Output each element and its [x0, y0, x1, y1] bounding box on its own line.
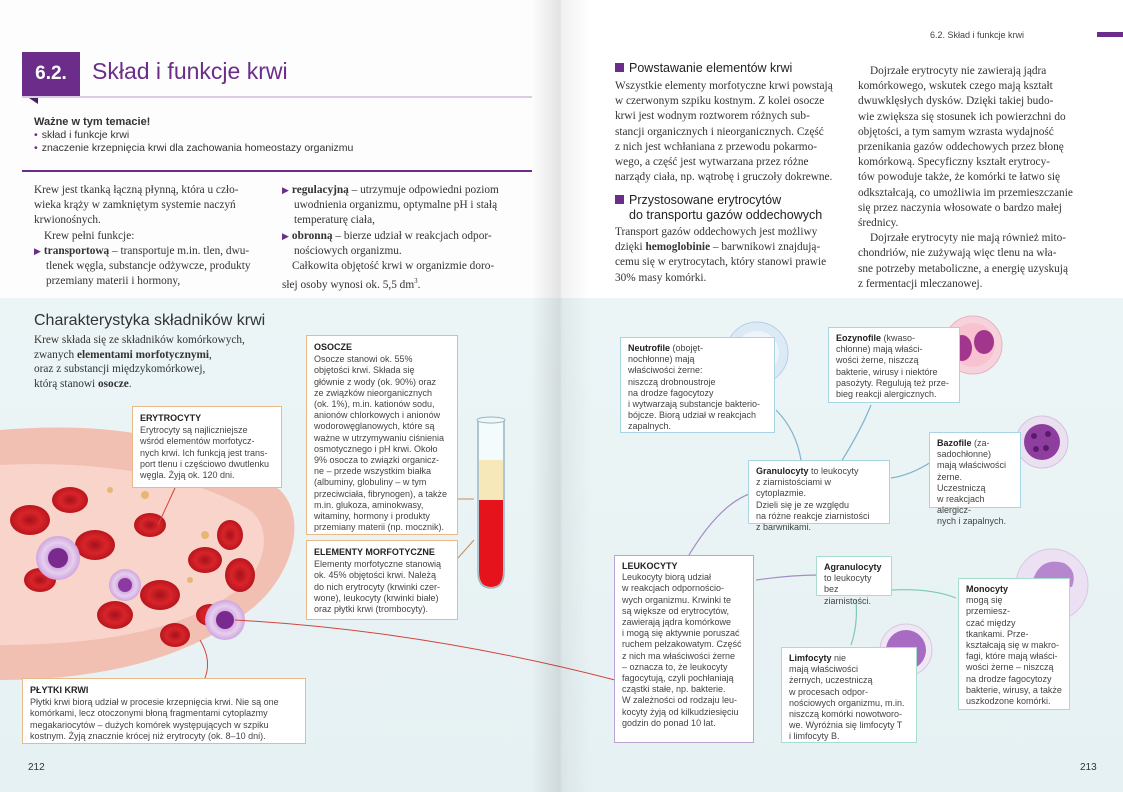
term-granulocyty: Granulocyty — [756, 466, 809, 476]
heading-text: do transportu gazów oddechowych — [629, 208, 823, 222]
eozynofile-box — [828, 327, 960, 403]
text-line: przemiany materii i hormony, — [46, 275, 181, 288]
text-line: przenikania gazów oddechowych przez błonę — [858, 141, 1064, 154]
granulocyty-box — [748, 460, 890, 533]
erytrocyty-box — [132, 406, 282, 488]
box-line: żerne. Uczestniczą — [937, 471, 986, 493]
connector-arrows-left — [0, 0, 561, 792]
text-part: – barwnikowi znajdują- — [710, 241, 821, 254]
box-line: (ok. 1%), m.in. kationów sodu, — [314, 399, 435, 410]
text-line: narządy ciała, np. wątrobę i gruczoły dokrewne. — [615, 171, 833, 184]
box-line: bójcze. Biorą udział w reakcjach — [628, 410, 757, 421]
box-line: to leukocyty — [824, 573, 872, 584]
box-line: (albuminy, globuliny – w tym — [314, 477, 427, 488]
text-line: krwi jest wodnym roztworem różnych sub- — [615, 110, 810, 123]
box-line: we. Wyróżnia się limfocyty T — [789, 720, 903, 731]
function-term: regulacyjną — [291, 184, 349, 196]
box-title: ELEMENTY MORFOTYCZNE — [314, 547, 435, 557]
section-title: Skład i funkcje krwi — [92, 58, 288, 84]
plytki-krwi-box — [22, 678, 306, 744]
triangle-bullet-icon: ▶ — [34, 245, 41, 256]
term-neutrofile: Neutrofile — [628, 343, 671, 353]
box-title: LEUKOCYTY — [622, 561, 678, 571]
text-line: dwuwklęsłych dysków. Dzięki takiej budo- — [858, 95, 1054, 108]
box-line: do nich erytrocyty (krwinki czer- — [314, 581, 441, 592]
text-part: nie — [831, 653, 847, 663]
box-line: megakariocytów – dużych komórek występujących w szpiku — [30, 719, 269, 730]
box-line: bez ziarnistości. — [824, 584, 872, 606]
box-line: chłonne) mają właści- — [836, 344, 923, 355]
box-line: i wytwarzają substancje bakterio- — [628, 399, 761, 410]
text-part: (obojęt- — [670, 343, 704, 353]
text-part: , — [209, 348, 212, 361]
text-line: wego, a część jest wytwarzana przez różne — [615, 156, 809, 169]
box-line: objętości krwi. Składa się — [314, 365, 415, 376]
text-line: – bierze udział w reakcjach odpor- — [332, 229, 492, 242]
text-line: temperaturę ciała, — [294, 214, 375, 227]
box-line: zapalnych. — [628, 421, 672, 432]
volume-text: słej osoby wynosi ok. 5,5 dm — [282, 278, 415, 291]
text-line: oraz z substancji międzykomórkowej, — [34, 363, 206, 375]
text-line: krwionośnych. — [34, 214, 101, 227]
box-line: nych krwi. Ich funkcją jest trans- — [140, 447, 268, 458]
box-title: PŁYTKI KRWI — [30, 685, 89, 695]
function-term: transportową — [43, 244, 110, 257]
box-line: W zależności od rodzaju leu- — [622, 695, 738, 706]
running-title: 6.2. Skład i funkcje krwi — [930, 30, 1025, 40]
box-line: w reakcjach odpornościo- — [622, 583, 725, 594]
text-line: sne potrzeby metaboliczne, a energię uzyskują — [858, 262, 1068, 275]
heading-text: Przystosowane erytrocytów — [629, 193, 782, 207]
neutrofile-box — [620, 337, 775, 433]
text-line: z nich jest wchłaniana z przewodu pokarmo- — [615, 140, 818, 153]
box-line: ne – przede wszystkim białka — [314, 466, 432, 477]
box-line: m.in. glukoza, aminokwasy, — [314, 499, 424, 510]
text-line: odkształcają, co umożliwia im przemieszczanie — [858, 186, 1073, 199]
text-line: tów powoduje także, że komórki te łatwo się — [858, 171, 1061, 184]
important-item: znaczenie krzepnięcia krwi dla zachowania homeostazy organizmu — [41, 142, 354, 154]
box-line: wych organizmu. Krwinki te — [622, 594, 732, 605]
box-line: z ziarnistościami w cytoplazmie. — [756, 477, 832, 499]
box-line: – oznacza to, że leukocyty — [622, 661, 728, 672]
box-line: kostnym. Żyją znacznie krócej niż erytrocyty (ok. 8–10 dni). — [30, 730, 266, 741]
box-line: Dzieli się je ze względu — [756, 499, 850, 510]
box-line — [789, 653, 909, 664]
box-line: w reakcjach alergicz- — [937, 494, 985, 516]
box-line: z nich ma właściwości żerne — [622, 650, 736, 661]
term-monocyty: Monocyty — [966, 584, 1009, 594]
box-line — [824, 562, 884, 573]
important-item: skład i funkcje krwi — [41, 129, 130, 141]
bazofile-box — [929, 432, 1021, 527]
box-line: kocyty żyją od kilkudziesięciu — [622, 706, 739, 717]
box-line: Erytrocyty są najliczniejsze — [140, 425, 248, 436]
box-line: Leukocyty biorą udział — [622, 572, 712, 583]
box-line — [937, 438, 1013, 449]
box-line: nościowych organizmu, m.in. — [789, 697, 905, 708]
bullet-icon: • — [34, 142, 38, 154]
text-line: średnicy. — [858, 217, 899, 230]
box-line: kształcają się w makro- — [966, 640, 1060, 651]
text-line: Dojrzałe erytrocyty nie zawierają jądra — [870, 65, 1047, 77]
page-number-right: 213 — [1080, 762, 1097, 773]
term-bazofile: Bazofile — [937, 438, 972, 448]
basophil-cell-icon — [1012, 412, 1072, 472]
box-line: przemiany materii (np. mocznik). — [314, 522, 445, 533]
box-line: ze związków nieorganicznych — [314, 387, 433, 398]
text-part: . — [128, 377, 132, 390]
limfocyty-box — [781, 647, 917, 743]
important-title: Ważne w tym temacie! — [34, 116, 151, 128]
box-line: wości żerne – niszczą — [966, 662, 1054, 673]
term-agranulocyty: Agranulocyty — [824, 562, 882, 572]
term-hemoglobina: hemoglobinie — [645, 241, 711, 254]
box-line: ok. 45% objętości krwi. Należą — [314, 570, 437, 581]
box-line: węgla. Żyją ok. 120 dni. — [140, 470, 235, 481]
box-line: 9% osocza to związki organicz- — [314, 455, 440, 466]
characteristics-title: Charakterystyka składników krwi — [34, 312, 266, 329]
box-line: fagocytują, czyli pochłaniają — [622, 673, 734, 684]
box-line: bieg reakcji alergicznych. — [836, 389, 937, 400]
term-limfocyty: Limfocyty — [789, 653, 832, 663]
triangle-bullet-icon: ▶ — [282, 185, 289, 195]
box-line: uszkodzone komórki. — [966, 696, 1051, 707]
leukocyty-box — [614, 555, 754, 743]
box-line: port tlenu i częściowo dwutlenku — [140, 458, 270, 469]
box-line — [966, 584, 1062, 595]
box-line: wości żerne, niszczą — [836, 355, 919, 366]
monocyty-box — [958, 578, 1070, 710]
text-line: chondriów, nie zużywają więc tlenu na wła- — [858, 247, 1057, 260]
text-part: (za- — [971, 438, 990, 448]
text-line: Krew jest tkanką łączną płynną, która u czło- — [34, 184, 239, 196]
text-line: Krew składa się ze składników komórkowych, — [34, 334, 245, 346]
text-part: którą stanowi — [34, 377, 99, 390]
text-line: wie zwiększa się stosunek ich powierzchni do — [858, 110, 1066, 123]
text-line: się przez naczynia włosowate o bardzo małej — [858, 201, 1062, 214]
text-line: Całkowita objętość krwi w organizmie doro- — [292, 260, 495, 273]
box-line: mają właściwości — [937, 460, 1007, 471]
term-elementy: elementami morfotycznymi — [76, 348, 210, 361]
box-line: na drodze fagocytozy — [966, 673, 1052, 684]
box-line: tkankami. Prze- — [966, 628, 1029, 639]
text-part: zwanych — [34, 348, 77, 361]
box-line: Płytki krwi biorą udział w procesie krzepnięcia krwi. Nie są one — [30, 697, 279, 708]
agranulocyty-box — [816, 556, 892, 606]
box-line: na różne reakcje ziarnistości — [756, 510, 870, 521]
box-line: wśród elementów morfotycz- — [140, 436, 255, 447]
text-part: dzięki — [615, 241, 646, 254]
box-line: niszczą drobnoustroje — [628, 376, 716, 387]
box-line: wone), leukocyty (krwinki białe) — [314, 592, 439, 603]
box-line: mają właściwości — [789, 664, 859, 675]
box-line: głównie z wody (ok. 90%) oraz — [314, 376, 437, 387]
text-line: cemu się w erytrocytach, który stanowi prawie — [615, 256, 827, 269]
box-line: Elementy morfotyczne stanowią — [314, 559, 442, 570]
box-line: osmotycznego i pH krwi. Około — [314, 443, 438, 454]
page-number-left: 212 — [28, 762, 45, 773]
box-line: oraz płytki krwi (trombocyty). — [314, 604, 429, 615]
text-line: komórkowego, wskutek czego mają kształt — [858, 80, 1053, 93]
term-osocze: osocze — [98, 377, 129, 390]
box-line: żernych, uczestniczą — [789, 675, 873, 686]
box-line: nochłonne) mają — [628, 354, 695, 365]
box-line: nych i zapalnych. — [937, 516, 1007, 527]
box-line: witaminy, hormony i produkty — [314, 511, 430, 522]
bullet-icon: • — [34, 129, 38, 141]
box-line: wodorowęglanowych, które są — [314, 421, 435, 432]
box-line: mogą się — [966, 595, 1003, 606]
box-line: i limfocyty B. — [789, 731, 840, 742]
function-term: obronną — [291, 229, 333, 242]
superscript: 3 — [414, 277, 418, 286]
text-line: z fermentacji mleczanowej. — [858, 277, 983, 290]
box-line: cząstki stałe, np. bakterie. — [622, 684, 726, 695]
triangle-bullet-icon: ▶ — [282, 230, 289, 241]
box-line: komórkami, lecz otoczonymi błoną fragmentami cytoplazmy — [30, 708, 268, 719]
box-line: anionów chlorkowych i anionów — [314, 410, 441, 421]
text-line: tlenek węgla, substancje odżywcze, produkty — [46, 260, 251, 273]
text-line: Krew pełni funkcje: — [44, 229, 135, 242]
box-line: zawierają jądra komórkowe — [622, 617, 732, 628]
section-number-badge: 6.2. — [22, 52, 80, 96]
box-title: OSOCZE — [314, 342, 353, 352]
text-line: Dojrzałe erytrocyty nie mają również mito- — [870, 232, 1067, 245]
text-line: komórkową. Specyficzny kształt erytrocy- — [858, 156, 1050, 169]
box-line: sadochłonne) — [937, 449, 992, 460]
box-line: z barwnikami. — [756, 522, 812, 533]
text-line: Transport gazów oddechowych jest możliwy — [615, 226, 818, 238]
text-line: w czerwonym szpiku kostnym. Z kolei osocze — [615, 95, 825, 108]
elementy-morfotyczne-box — [306, 540, 458, 620]
text-part: to leukocyty — [808, 466, 859, 476]
text-line: objętości, a tym samym wzrasta wydajność — [858, 125, 1054, 138]
box-line: bakterie, wirusy i niektóre — [836, 366, 938, 377]
box-line: ważne w utrzymywaniu ciśnienia — [314, 432, 445, 443]
box-line: i mogą się aktywnie poruszać — [622, 628, 740, 639]
box-line: niszczą komórki nowotworo- — [789, 709, 903, 720]
text-line: Wszystkie elementy morfotyczne krwi powstają — [615, 80, 833, 92]
box-line — [836, 333, 952, 344]
box-line: właściwości żerne: — [628, 365, 703, 376]
text-line: – transportuje m.in. tlen, dwu- — [109, 244, 250, 257]
box-line: na drodze fagocytozy — [628, 387, 714, 398]
text-line: wieka krąży w zamkniętym systemie naczyń — [34, 199, 236, 212]
text-line: stancji organicznych i nieorganicznych. Część — [615, 125, 824, 138]
text-part: (kwaso- — [881, 333, 916, 343]
box-line: fagi, które mają właści- — [966, 651, 1058, 662]
box-line: są większe od erytrocytów, — [622, 605, 730, 616]
text-line: nościowych organizmu. — [294, 244, 402, 257]
period: . — [417, 278, 421, 291]
box-line: pasożyty. Regulują też prze- — [836, 377, 949, 388]
box-line: godzin do ponad 10 lat. — [622, 717, 716, 728]
term-eozynofile: Eozynofile — [836, 333, 882, 343]
text-line: uwodnienia organizmu, optymalne pH i stałą — [294, 199, 498, 212]
box-line — [628, 343, 767, 354]
box-line — [756, 466, 882, 477]
box-line: ruchem pełzakowatym. Część — [622, 639, 742, 650]
text-line: – utrzymuje odpowiedni poziom — [348, 184, 499, 196]
box-line: w procesach odpor- — [789, 686, 869, 697]
osocze-box — [306, 335, 458, 535]
text-line: 30% masy komórki. — [615, 271, 707, 284]
box-line: przeciwciała, fibrynogen), a także — [314, 488, 448, 499]
box-title: ERYTROCYTY — [140, 413, 202, 423]
box-line: czać między — [966, 617, 1016, 628]
heading-text: Powstawanie elementów krwi — [629, 61, 793, 75]
box-line: Osocze stanowi ok. 55% — [314, 354, 413, 365]
box-line: bakterie, wirusy, a także — [966, 684, 1062, 695]
box-line: przemiesz- — [966, 606, 1011, 617]
